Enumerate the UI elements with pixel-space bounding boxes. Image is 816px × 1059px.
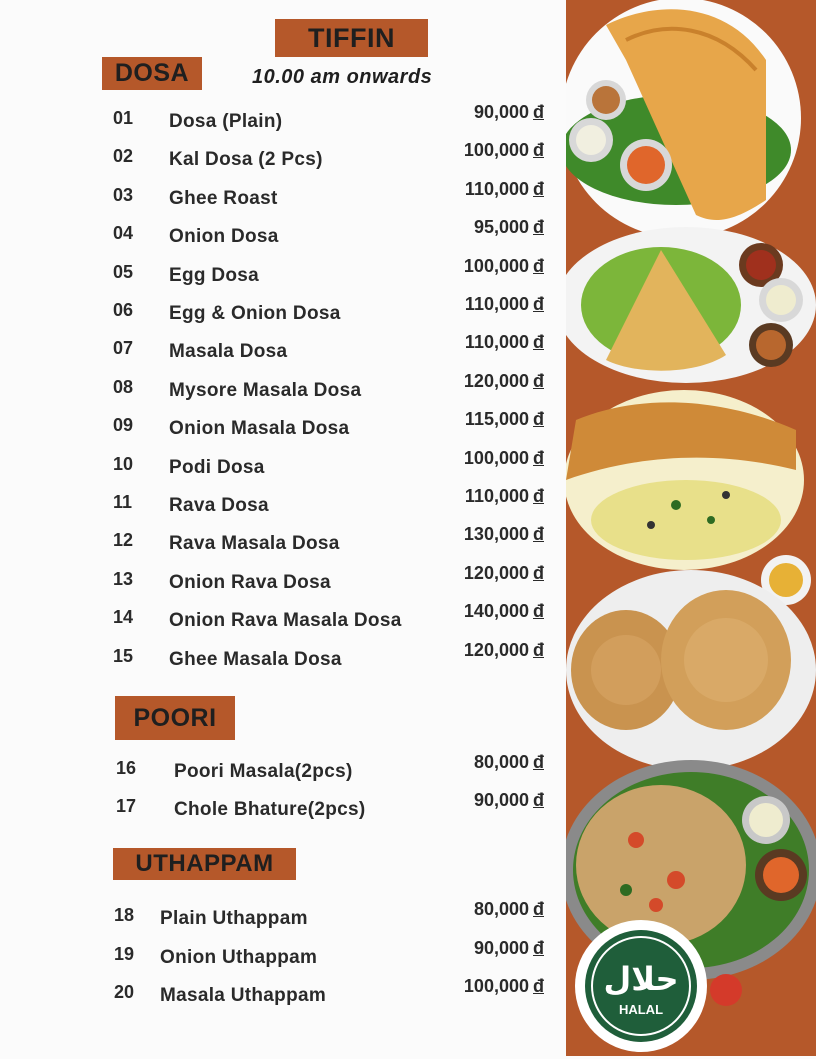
- menu-item-row: [0, 370, 560, 407]
- price-value: 90,000: [473, 937, 529, 958]
- menu-item-price: [464, 140, 544, 161]
- price-value: 100,000: [463, 255, 529, 276]
- menu-item-row: [0, 140, 560, 176]
- menu-item-number: 08: [113, 376, 134, 397]
- currency-symbol: đ: [533, 790, 544, 810]
- menu-item-price: [464, 976, 544, 997]
- currency-symbol: đ: [533, 332, 544, 353]
- section-title-dosa: DOSA: [102, 57, 202, 90]
- poori-photo: [566, 570, 816, 770]
- menu-item-price: [465, 332, 544, 353]
- menu-item-price: [474, 752, 544, 773]
- menu-item-price: [464, 640, 544, 661]
- currency-symbol: đ: [533, 217, 544, 238]
- menu-item-row: [0, 562, 560, 599]
- currency-symbol: đ: [533, 178, 544, 199]
- cone-dosa-photo: [566, 227, 816, 383]
- menu-item-price: [474, 217, 544, 238]
- menu-item-number: 05: [113, 261, 134, 282]
- price-value: 110,000: [464, 486, 529, 506]
- menu-item-name: Chole Bhature(2pcs): [174, 799, 366, 820]
- price-value: 130,000: [463, 524, 529, 545]
- price-value: 110,000: [464, 178, 529, 199]
- menu-item-number: 18: [114, 905, 135, 925]
- timing-text: 10.00 am onwards: [252, 66, 433, 88]
- currency-symbol: đ: [533, 639, 544, 660]
- menu-item-number: 15: [113, 645, 134, 666]
- menu-item-row: [0, 409, 560, 445]
- menu-item-row: [0, 486, 560, 522]
- menu-item-row: [0, 524, 560, 560]
- menu-item-price: [465, 486, 544, 507]
- currency-symbol: đ: [533, 976, 544, 996]
- menu-item-name: Poori Masala(2pcs): [174, 761, 353, 782]
- currency-symbol: đ: [533, 524, 544, 545]
- menu-item-name: Rava Masala Dosa: [169, 533, 340, 555]
- menu-item-price: [465, 409, 544, 430]
- menu-item-price: [474, 938, 544, 959]
- menu-item-number: 03: [113, 184, 134, 205]
- price-value: 140,000: [463, 601, 529, 622]
- menu-item-number: 12: [113, 530, 134, 551]
- menu-item-row: [0, 294, 560, 330]
- halal-badge: [573, 918, 709, 1054]
- menu-item-number: 17: [116, 796, 137, 816]
- menu-item-price: [464, 524, 544, 545]
- price-value: 95,000: [473, 217, 529, 238]
- menu-item-name: Mysore Masala Dosa: [169, 379, 362, 401]
- currency-symbol: đ: [533, 102, 544, 122]
- currency-symbol: đ: [533, 899, 544, 919]
- menu-item-name: Masala Dosa: [169, 341, 288, 363]
- currency-symbol: đ: [533, 486, 544, 506]
- menu-item-row: [0, 899, 560, 935]
- menu-item-number: 04: [113, 223, 134, 244]
- price-value: 110,000: [464, 294, 529, 314]
- menu-item-number: 09: [113, 415, 134, 436]
- section-title-poori: POORI: [115, 696, 235, 740]
- menu-item-row: [0, 976, 560, 1012]
- menu-item-number: 07: [113, 338, 134, 359]
- menu-item-name: Egg Dosa: [169, 264, 260, 286]
- menu-item-row: [0, 447, 560, 484]
- menu-item-price: [464, 448, 544, 469]
- currency-symbol: đ: [533, 447, 544, 468]
- menu-item-number: 16: [116, 758, 137, 778]
- menu-item-price: [474, 102, 544, 123]
- menu-item-number: 06: [113, 300, 134, 320]
- menu-item-row: [0, 752, 560, 788]
- currency-symbol: đ: [533, 370, 544, 391]
- menu-item-price: [474, 899, 544, 920]
- currency-symbol: đ: [533, 140, 544, 161]
- price-value: 100,000: [463, 447, 529, 468]
- menu-item-name: Kal Dosa (2 Pcs): [169, 149, 323, 171]
- menu-item-price: [464, 256, 544, 277]
- menu-item-row: [0, 178, 560, 215]
- menu-item-name: Egg & Onion Dosa: [169, 303, 341, 324]
- price-value: 80,000: [473, 752, 529, 772]
- menu-item-name: Onion Masala Dosa: [169, 418, 350, 440]
- menu-item-price: [464, 563, 544, 584]
- currency-symbol: đ: [533, 937, 544, 958]
- menu-item-row: [0, 255, 560, 292]
- menu-item-price: [465, 179, 544, 200]
- menu-item-row: [0, 601, 560, 637]
- menu-item-number: 01: [113, 108, 134, 128]
- price-value: 115,000: [464, 409, 529, 430]
- price-value: 110,000: [464, 332, 529, 353]
- menu-item-number: 13: [113, 568, 134, 589]
- menu-item-name: Onion Rava Dosa: [169, 571, 331, 593]
- paper-dosa-photo: [566, 0, 801, 238]
- menu-item-number: 20: [114, 982, 135, 1002]
- menu-item-name: Dosa (Plain): [169, 111, 283, 132]
- menu-item-name: Onion Rava Masala Dosa: [169, 610, 402, 632]
- halal-arabic-text: حلال: [603, 960, 679, 998]
- menu-item-row: [0, 217, 560, 253]
- food-photo-panel: [566, 0, 816, 1056]
- menu-item-name: Ghee Roast: [169, 187, 278, 209]
- price-value: 90,000: [473, 102, 529, 122]
- menu-item-name: Masala Uthappam: [160, 985, 327, 1006]
- menu-item-name: Rava Dosa: [169, 495, 269, 516]
- menu-item-name: Plain Uthappam: [160, 908, 308, 929]
- price-value: 120,000: [463, 370, 529, 391]
- currency-symbol: đ: [533, 752, 544, 772]
- menu-item-number: 10: [113, 453, 134, 474]
- currency-symbol: đ: [533, 409, 544, 430]
- menu-item-row: [0, 332, 560, 368]
- price-value: 90,000: [473, 790, 529, 810]
- price-value: 100,000: [463, 976, 529, 996]
- currency-symbol: đ: [533, 601, 544, 622]
- menu-item-name: Ghee Masala Dosa: [169, 648, 342, 670]
- price-value: 120,000: [463, 562, 529, 583]
- price-value: 100,000: [463, 140, 529, 161]
- menu-item-number: 14: [113, 607, 134, 628]
- menu-item-price: [464, 601, 544, 622]
- menu-item-number: 19: [114, 943, 135, 964]
- menu-item-price: [465, 294, 544, 315]
- menu-item-number: 11: [113, 492, 133, 512]
- menu-item-name: Onion Uthappam: [160, 946, 318, 968]
- menu-item-price: [464, 371, 544, 392]
- menu-item-name: Podi Dosa: [169, 456, 265, 478]
- menu-item-name: Onion Dosa: [169, 226, 279, 248]
- menu-item-row: [0, 937, 560, 974]
- halal-label: HALAL: [618, 1002, 664, 1017]
- currency-symbol: đ: [533, 294, 544, 314]
- price-value: 80,000: [473, 899, 529, 919]
- menu-item-row: [0, 639, 560, 676]
- menu-item-row: [0, 790, 560, 826]
- page-title: TIFFIN: [275, 19, 428, 57]
- price-value: 120,000: [463, 639, 529, 660]
- menu-item-row: [0, 102, 560, 138]
- currency-symbol: đ: [533, 562, 544, 583]
- menu-item-price: [474, 790, 544, 811]
- section-title-uthappam: UTHAPPAM: [113, 848, 296, 880]
- menu-item-number: 02: [113, 146, 134, 167]
- currency-symbol: đ: [533, 255, 544, 276]
